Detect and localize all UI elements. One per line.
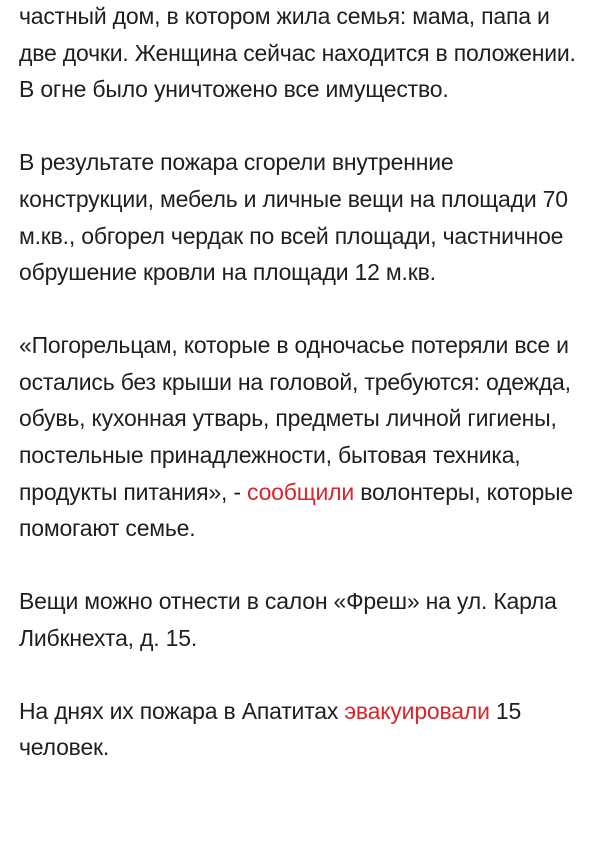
article-paragraph-dropoff: Вещи можно отнести в салон «Фреш» на ул. Карла Либкнехта, д. 15. xyxy=(19,588,557,651)
article-paragraph-needs xyxy=(19,327,589,547)
article-paragraph-evacuation xyxy=(19,693,589,766)
evacuation-tail-text: 15 человек. xyxy=(19,697,522,761)
reported-link[interactable]: сообщили xyxy=(247,478,354,505)
evacuated-link[interactable]: эвакуировали xyxy=(344,697,490,724)
article-paragraph-family: частный дом, в котором жила семья: мама, папа и две дочки. Женщина сейчас находится в положении. В огне было уничтожено все имущество. xyxy=(19,3,576,103)
evacuation-text: На днях их пожара в Апатитах xyxy=(19,697,345,724)
article-paragraph-damage: В результате пожара сгорели внутренние конструкции, мебель и личные вещи на площади 70 м.кв., обгорел чердак по всей площади, частничное обрушение кровли на площади 12 м.кв. xyxy=(19,149,568,286)
needs-tail-text: волонтеры, которые помогают семье. xyxy=(19,478,573,542)
needs-text: «Погорельцам, которые в одночасье потеряли все и остались без крыши на головой, требуются: одежда, обувь, кухонная утварь, предметы личной гигиены, постельные принадлежности, бытовая техника, продукты питания», - xyxy=(19,331,571,505)
article-body xyxy=(19,0,589,766)
